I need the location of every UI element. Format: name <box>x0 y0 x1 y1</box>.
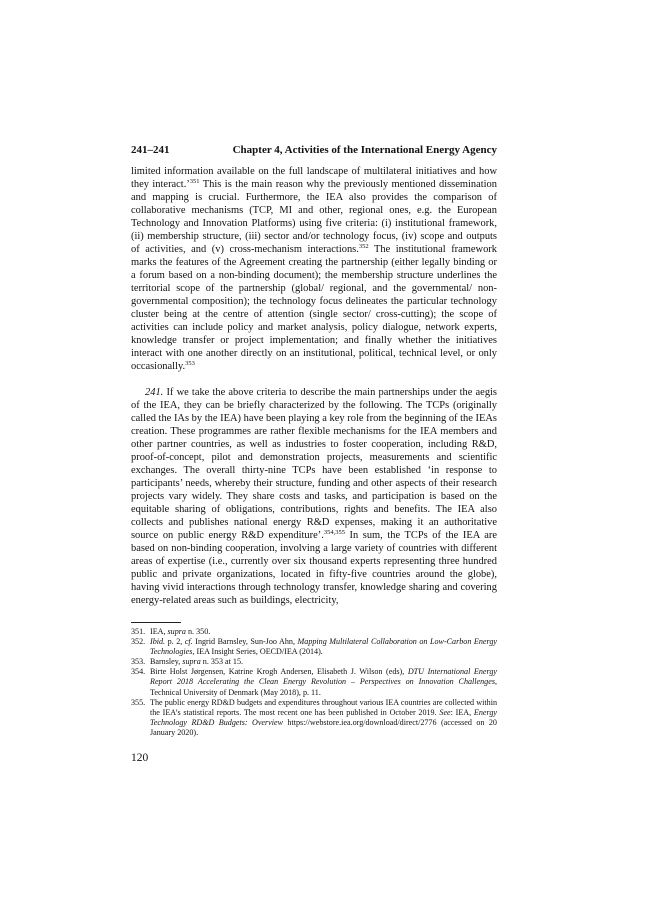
text-run: p. 2, <box>165 637 185 647</box>
text-run: The institutional framework marks the features of the Agreement creating the partnership (either legally binding or a forum based on a non-binding document); the membership structure underlines the territorial scope of the partnership (global/ regional, and the governmental/ non-governmental composition); the technology focus delineates the particular technology cluster being at the centre of attention (single sector/ cross-cutting); the scope of activities can include policy and market analysis, policy dialogue, network experts, knowledge transfer or project implementation; and finally whether the initiatives interact with one another directly on an institutional, political, technical level, or only occasionally. <box>131 244 497 372</box>
footnote-number: 354. <box>131 667 146 677</box>
text-run: If we take the above criteria to describe the main partnerships under the aegis of the IEA, they can be briefly characterized by the following. The TCPs (originally called the IAs by the IEA) have been playing a key role from the beginning of the IEAs creation. These programmes are rather flexible mechanisms for the IEA members and other partner countries, as well as industries to foster cooperation, including R&D, proof-of-concept, pilot and demonstration projects, measurements and scientific exchanges. The overall thirty-nine TCPs have been established ‘in response to participants’ needs, whereby their structure, funding and other aspects of their research projects vary widely. They share costs and tasks, and participation is based on the equitable sharing of obligations, contributions, rights and benefits. The IEA also collects and publishes national energy R&D expenses, making it an authoritative source on public energy R&D expenditure’. <box>131 387 497 541</box>
footnote-number: 351. <box>131 627 146 636</box>
paragraph-number: 241. <box>145 387 164 398</box>
text-run: n. 350. <box>185 627 211 636</box>
paragraph-continued <box>131 165 497 373</box>
text-run: n. 353 at 15. <box>200 657 244 667</box>
footnote-353 <box>131 657 497 667</box>
footnote-351 <box>131 627 497 637</box>
paragraph-241 <box>131 386 497 607</box>
footnote-number: 352. <box>131 637 146 647</box>
footnote-ref: 351 <box>189 178 200 185</box>
page-number: 120 <box>131 752 149 764</box>
footnote-text <box>150 667 497 697</box>
text-run: , Technical University of Denmark (May 2018), p. 11. <box>150 677 497 697</box>
footnote-ref: 352 <box>358 243 369 250</box>
text-run-italic: DTU International Energy Report 2018 Accelerating the Clean Energy Revolution – Perspectives on Innovation Challenges <box>150 667 497 687</box>
text-run: In sum, the TCPs of the IEA are based on non-binding cooperation, involving a large variety of countries with different areas of expertise (i.e., currently over six thousand experts representing three hundred public and private organizations, located in fifty-five countries around the globe), having vivid interactions through technology transfer, knowledge sharing and covering energy-related areas such as buildings, electricity, <box>131 530 497 606</box>
text-run: The public energy RD&D budgets and expenditures throughout various IEA countries are collected within the IEA’s statistical reports. The most recent one has been published in October 2019. <box>150 697 497 717</box>
footnote-number: 355. <box>131 697 146 707</box>
footnote-number: 353. <box>131 657 146 667</box>
paragraph-range: 241–241 <box>131 144 170 156</box>
chapter-title: Chapter 4, Activities of the International Energy Agency <box>232 144 497 156</box>
text-run-italic: Ibid. <box>150 637 166 647</box>
footnote-352 <box>131 637 497 657</box>
footnote-ref: 353 <box>185 360 195 367</box>
text-run-italic: Mapping Multilateral Collaboration on Low-Carbon Energy Technologies <box>150 637 498 657</box>
body-text <box>131 165 497 607</box>
text-run-italic: cf. <box>184 637 193 647</box>
footnote-text <box>150 657 497 667</box>
footnote-divider <box>131 622 181 623</box>
text-run-italic: See <box>439 707 451 717</box>
text-run: Ingrid Barnsley, Sun-Joo Ahn, <box>192 637 298 647</box>
text-run: This is the main reason why the previously mentioned dissemination and mapping is crucial. Furthermore, the IEA also provides the comparison of collaborative mechanisms (TCP, MI and other, regional ones, e.g. the European Technology and Innovation Platforms) using five criteria: (i) institutional framework, (ii) membership structure, (iii) sector and/or technology focus, (iv) scope and outputs of activities, and (v) cross-mechanism interactions. <box>131 179 497 255</box>
text-run: limited information available on the full landscape of multilateral initiatives and how they interact.’ <box>131 166 497 190</box>
text-run: IEA, <box>150 627 168 636</box>
text-run-italic: supra <box>182 657 201 667</box>
text-run: Barnsley, <box>150 657 183 667</box>
running-header <box>131 144 497 156</box>
text-run: https://webstore.iea.org/download/direct/2776 (accessed on 20 January 2020). <box>150 717 497 737</box>
footnote-text <box>150 627 497 637</box>
footnotes <box>131 627 497 738</box>
text-run: : IEA, <box>450 707 474 717</box>
footnote-text <box>150 637 497 657</box>
text-run: Birte Holst Jørgensen, Katrine Krogh Andersen, Elisabeth J. Wilson (eds), <box>150 667 408 677</box>
text-run-italic: supra <box>167 627 186 636</box>
footnote-355 <box>131 698 497 738</box>
text-run: , IEA Insight Series, OECD/IEA (2014). <box>192 647 323 657</box>
footnote-ref: 354,355 <box>323 529 345 536</box>
footnote-354 <box>131 667 497 697</box>
footnote-text <box>150 698 497 738</box>
text-run-italic: Energy Technology RD&D Budgets: Overview <box>150 707 497 727</box>
